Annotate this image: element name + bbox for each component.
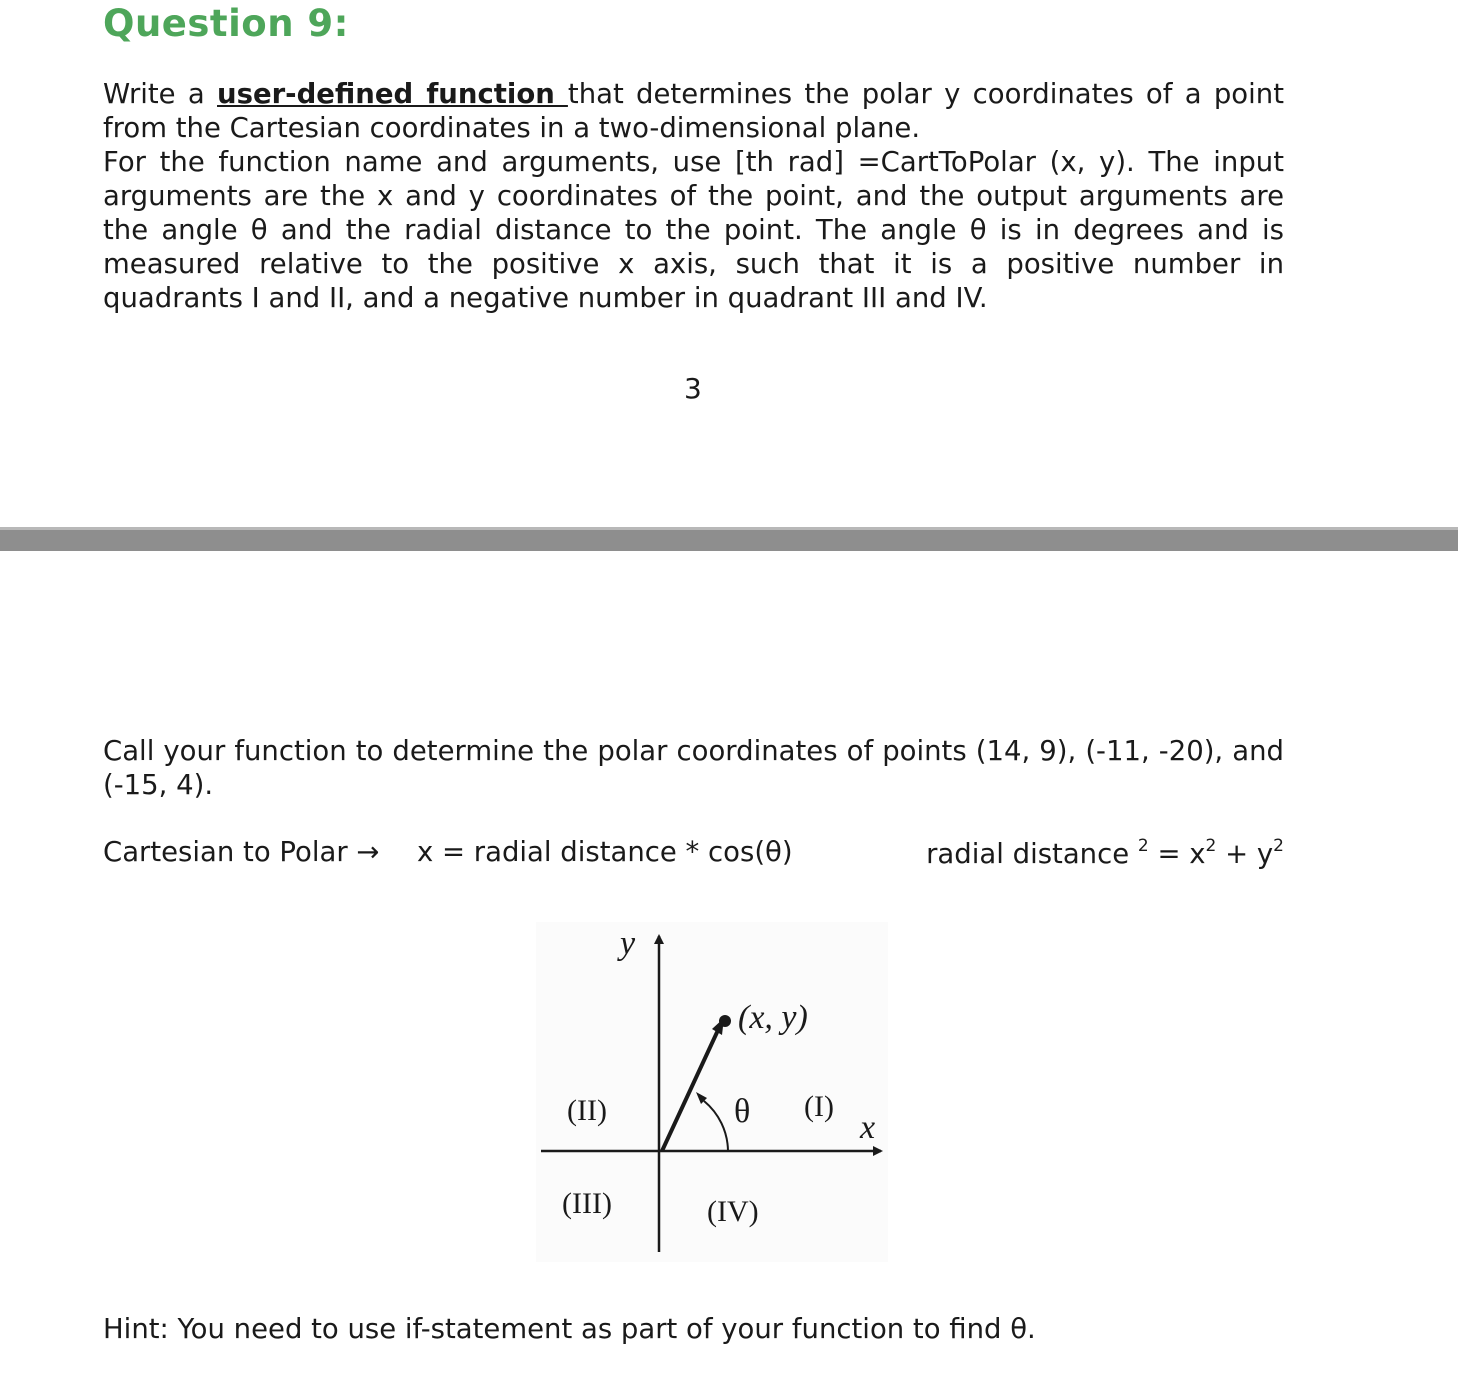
x-axis-label: x [860, 1109, 876, 1146]
angle-arc [704, 1101, 728, 1151]
x-formula: x = radial distance * cos(θ) [417, 836, 793, 868]
r-formula-sup-x: 2 [1205, 836, 1217, 856]
cartesian-to-polar-label: Cartesian to Polar → [103, 836, 380, 868]
angle-label: θ [734, 1093, 751, 1130]
r-formula-base: radial distance [926, 838, 1130, 870]
point-marker [719, 1015, 731, 1027]
quadrant-4-label: (IV) [707, 1195, 759, 1228]
problem-statement [103, 77, 1284, 315]
r-formula-sup: 2 [1137, 836, 1149, 856]
radial-distance-formula [926, 836, 1284, 870]
point-label: (x, y) [738, 999, 808, 1036]
r-formula-mid: = x [1148, 838, 1206, 870]
quadrant-1-label: (I) [804, 1090, 834, 1123]
formula-row [103, 836, 1284, 872]
page-separator [0, 527, 1458, 551]
question-title: Question 9: [103, 2, 349, 45]
function-spec: For the function name and arguments, use [th rad] =CartToPolar (x, y). The input arguments are the x and y coordinates of the point, and the output arguments are the angle θ and the radial distance to the point. The angle θ is in degrees and is measured relative to the positive x axis, such that it is a positive number in quadrants I and II, and a negative number in quadrant III and IV. [103, 146, 1284, 314]
call-instructions: Call your function to determine the polar coordinates of points (14, 9), (-11, -20), and (-15, 4). [103, 735, 1284, 801]
quadrant-3-label: (III) [562, 1187, 612, 1220]
intro-before: Write a [103, 78, 218, 110]
polar-coordinate-figure [536, 922, 888, 1262]
hint-text: Hint: You need to use if-statement as part of your function to find θ. [103, 1313, 1036, 1345]
user-defined-function-emphasis: user-defined function [217, 78, 568, 110]
y-axis-label: y [620, 925, 636, 962]
r-formula-sup-y: 2 [1273, 836, 1284, 856]
page-number: 3 [684, 372, 702, 405]
page-top [0, 0, 1458, 527]
quadrant-2-label: (II) [567, 1094, 607, 1127]
intro-after: that determines the polar y coordinates of a point from the Cartesian coordinates in a two-dimensional plane. [103, 78, 1284, 144]
r-formula-plus: + y [1216, 838, 1274, 870]
radius-vector [662, 1028, 719, 1151]
polar-diagram [536, 922, 888, 1262]
